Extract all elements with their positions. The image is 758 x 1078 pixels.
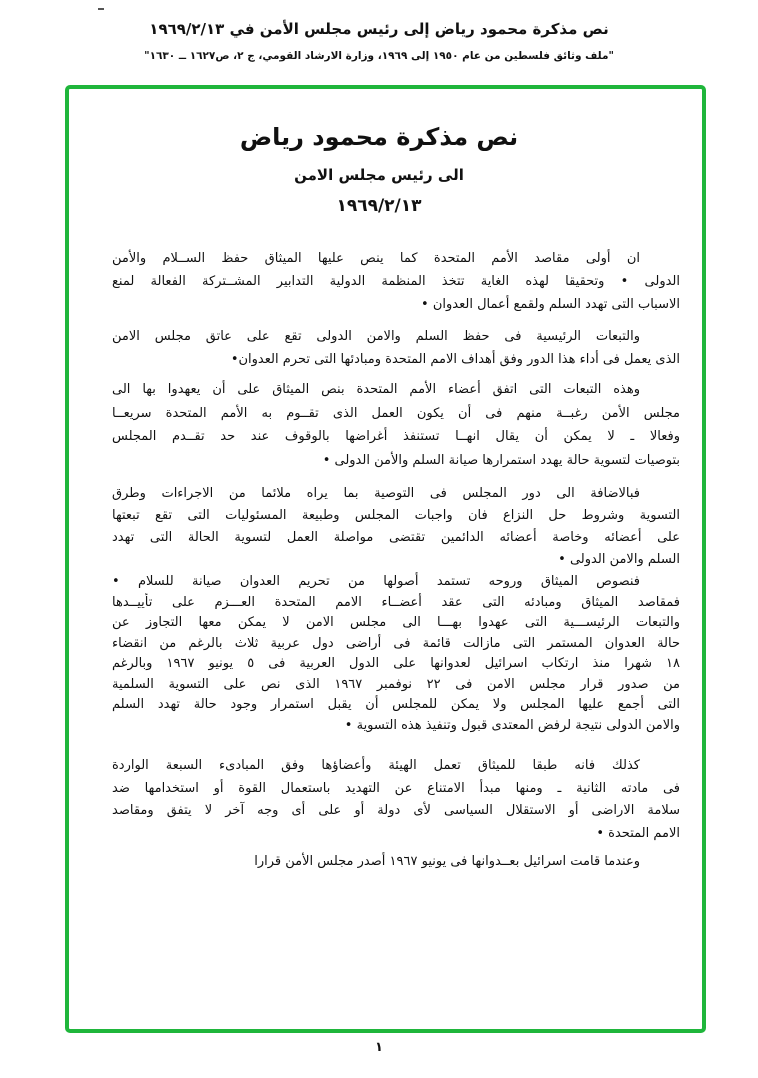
paragraph-line: مجلس الأمن رغبــة منهم فى أن يكون العمل الذى تقــوم به الأمم المتحدة سريعــا: [112, 405, 680, 421]
paragraph-line: على أعضائه وخاصة أعضائه الدائمين تقتضى مواصلة العمل لتسوية الحالة التى تهدد: [112, 530, 680, 545]
paragraph: [112, 325, 680, 371]
document-title: نص مذكرة محمود رياض: [239, 123, 519, 151]
paragraph-line: التسوية وشروط حل النزاع فان واجبات المجلس وطبيعة المسئوليات التى تقع تبعتها: [112, 508, 680, 523]
paragraph-line: السلم والامن الدولى •: [558, 552, 680, 567]
paragraph-line: فبالاضافة الى دور المجلس فى التوصية بما يراه ملائما من الاجراءات وطرق: [112, 486, 640, 501]
paragraph-line: ١٨ شهرا منذ ارتكاب اسرائيل لعدوانها على الدول العربية فى ٥ يونيو ١٩٦٧ وبالرغم: [112, 656, 680, 671]
paragraph-line: فى مادته الثانية ـ ومنها مبدأ الامتناع عن التهديد باستعمال القوة أو استخدامها ضد: [112, 780, 680, 796]
paragraph: [112, 755, 680, 845]
paragraph-line: والتبعات الرئيسية فى حفظ السلم والامن الدولى تقع على عاتق مجلس الامن: [112, 329, 640, 344]
paragraph-line: وفعالا ـ لا يمكن أن يقال انهــا تستنفذ أغراضها بالوقوف عند حد تقــدم المجلس: [112, 429, 680, 444]
document-addressee: الى رئيس مجلس الامن: [294, 166, 464, 184]
paragraph-line: فنصوص الميثاق وروحه تستمد أصولها من تحريم العدوان صيانة للسلام •: [112, 574, 640, 589]
paragraph-line: من صدور قرار مجلس الامن فى ٢٢ نوفمبر ١٩٦٧ الذى نص على التسوية السلمية: [112, 676, 680, 692]
paragraph-line: الامم المتحدة •: [596, 825, 680, 841]
paragraph-line: وعندما قامت اسرائيل بعــدوانها فى يونيو ١٩٦٧ أصدر مجلس الأمن قرارا: [254, 854, 640, 869]
scan-speck: [98, 8, 104, 10]
page-header-title: نص مذكرة محمود رياض إلى رئيس مجلس الأمن في ١٩٦٩/٢/١٣: [149, 20, 609, 38]
page-number: ١: [375, 1040, 383, 1055]
paragraph-line: والتبعات الرئيســـية التى عهدوا بهـــا الى مجلس الامن لا يمكن معها التجاوز عن: [112, 615, 680, 630]
paragraph-line: بتوصيات لتسوية حالة يهدد استمرارها صيانة السلم والأمن الدولى •: [322, 452, 680, 468]
paragraph-line: حالة العدوان المستمر التى مازالت قائمة فى أراضى دول عربية ثلاث بالرغم من انقضاء: [112, 635, 680, 651]
paragraph: [112, 483, 680, 571]
page-header-source: "ملف وثائق فلسطين من عام ١٩٥٠ إلى ١٩٦٩، وزارة الارشاد القومي، ج ٢، ص١٦٢٧ ــ ١٦٣٠": [144, 50, 614, 62]
paragraph-line: الاسباب التى تهدد السلم ولقمع أعمال العدوان •: [421, 297, 680, 312]
paragraph-line: الذى يعمل فى أداء هذا الدور وفق أهداف الامم المتحدة ومبادئها التى تحرم العدوان•: [230, 352, 680, 367]
paragraph-line: الدولى • وتحقيقا لهذه الغاية تتخذ المنظمة الدولية التدابير المشــتركة الفعالة لمنع: [112, 274, 680, 289]
paragraph-line: كذلك فانه طبقا للميثاق تعمل الهيئة وأعضاؤها وفق المبادىء السبعة الواردة: [112, 758, 640, 773]
paragraph-line: وهذه التبعات التى اتفق أعضاء الأمم المتحدة بنص الميثاق على أن يعهدوا بها الى: [112, 382, 640, 397]
paragraph: [112, 851, 680, 873]
paragraph-line: سلامة الاراضى أو الاستقلال السياسى لأى دولة أو على أى وجه آخر لا يتفق ومقاصد: [112, 803, 680, 818]
paragraph: [112, 247, 680, 316]
document-date: ١٩٦٩/٢/١٣: [336, 196, 422, 216]
paragraph-line: فمقاصد الميثاق ومبادئه التى عقد أعضــاء الامم المتحدة العـــزم على تأييــدها: [112, 594, 680, 610]
paragraph-line: التى أجمع عليها المجلس ولا يمكن للمجلس أن يقبل استمرار وجود حالة تهدد السلم: [112, 697, 680, 712]
paragraph: [112, 572, 680, 736]
paragraph: [112, 378, 680, 472]
paragraph-line: ان أولى مقاصد الأمم المتحدة كما ينص عليها الميثاق حفظ الســلام والأمن: [112, 251, 640, 266]
paragraph-line: والامن الدولى نتيجة لرفض المعتدى قبول وتنفيذ هذه التسوية •: [344, 717, 680, 733]
